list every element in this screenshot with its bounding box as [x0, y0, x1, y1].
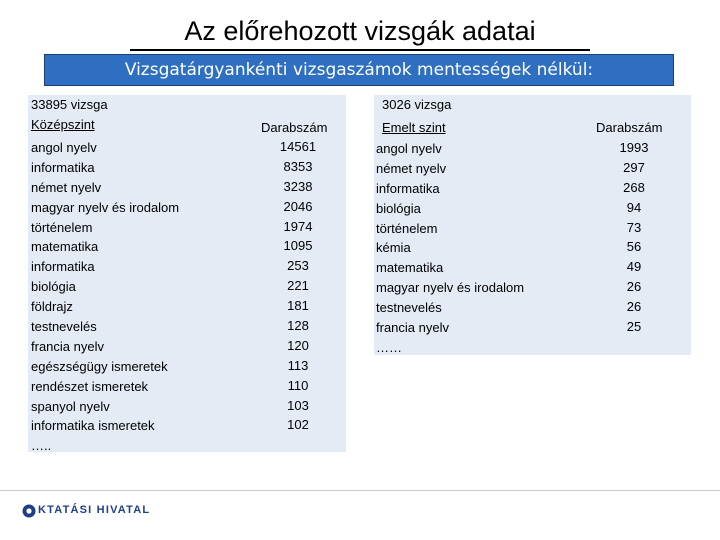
- subject-item: magyar nyelv és irodalom: [31, 199, 180, 215]
- subject-item: informatika: [376, 180, 440, 196]
- subject-item: informatika: [31, 259, 95, 275]
- count-value: 113: [287, 357, 309, 373]
- footer-divider: [0, 490, 720, 491]
- logo-text: KTATÁSI HIVATAL: [38, 504, 151, 516]
- count-value: 103: [287, 397, 309, 413]
- subject-list: [376, 139, 524, 358]
- subject-item: biológia: [31, 279, 76, 295]
- logo-circle-icon: [22, 504, 36, 518]
- count-value: 3238: [283, 178, 313, 194]
- count-value: 268: [623, 179, 645, 195]
- subject-item: francia nyelv: [31, 338, 104, 354]
- subject-item: spanyol nyelv: [31, 398, 110, 414]
- count-value: 1974: [283, 218, 313, 234]
- exam-count-label: 33895 vizsga: [31, 97, 108, 112]
- exam-count-label: 3026 vizsga: [382, 97, 452, 112]
- count-value: 26: [626, 279, 642, 295]
- title-underline: [130, 49, 590, 51]
- count-value: 56: [626, 239, 642, 255]
- count-value: 1993: [619, 140, 649, 155]
- count-value: 2046: [283, 198, 313, 214]
- count-value: 110: [287, 377, 309, 393]
- subject-item: magyar nyelv és irodalom: [376, 280, 525, 296]
- subject-item: történelem: [376, 220, 438, 236]
- level-label: Emelt szint: [382, 120, 446, 135]
- page-title: Az előrehozott vizsgák adatai: [184, 16, 536, 46]
- subject-item: földrajz: [31, 299, 73, 315]
- count-value: 120: [287, 337, 309, 353]
- section-banner: Vizsgatárgyankénti vizsgaszámok mentességek nélkül:: [44, 54, 674, 86]
- subject-item: angol nyelv: [31, 140, 97, 155]
- subject-item: matematika: [376, 260, 444, 276]
- subject-item: informatika: [31, 159, 95, 175]
- subject-item: testnevelés: [376, 300, 442, 316]
- panel-emelt-szint: [374, 95, 691, 355]
- subject-item: egészségügy ismeretek: [31, 358, 168, 374]
- column-header-darabszam: Darabszám: [261, 120, 328, 135]
- count-value: 221: [287, 278, 309, 294]
- subject-item: német nyelv: [31, 179, 102, 195]
- count-value: 73: [626, 219, 642, 235]
- count-value: 253: [287, 258, 309, 274]
- count-value: 94: [626, 199, 642, 215]
- subject-item: német nyelv: [376, 160, 447, 176]
- count-value: 49: [626, 259, 642, 275]
- subject-item: ……: [376, 339, 402, 355]
- subject-item: francia nyelv: [376, 320, 449, 336]
- panel-kozepszint: [28, 95, 346, 452]
- count-value: 8353: [283, 158, 313, 174]
- count-value: 26: [626, 299, 642, 315]
- column-header-darabszam: Darabszám: [596, 120, 663, 135]
- count-value: 297: [623, 159, 645, 175]
- count-value: 14561: [279, 139, 317, 154]
- subject-item: testnevelés: [31, 319, 97, 335]
- subject-item: angol nyelv: [376, 141, 442, 156]
- count-value: 1095: [283, 238, 313, 254]
- subject-item: történelem: [31, 219, 93, 235]
- subject-item: matematika: [31, 239, 99, 255]
- subject-item: biológia: [376, 200, 421, 216]
- count-list: [268, 137, 328, 435]
- subject-item: informatika ismeretek: [31, 418, 155, 434]
- subject-item: kémia: [376, 240, 411, 256]
- count-value: 102: [287, 417, 309, 433]
- level-label: Középszint: [31, 117, 95, 132]
- count-value: 181: [287, 298, 309, 314]
- subject-item: …..: [31, 438, 52, 454]
- count-list: [604, 138, 664, 337]
- subject-item: rendészet ismeretek: [31, 378, 149, 394]
- count-value: 128: [287, 318, 309, 334]
- count-value: 25: [626, 319, 642, 335]
- subject-list: [31, 138, 179, 456]
